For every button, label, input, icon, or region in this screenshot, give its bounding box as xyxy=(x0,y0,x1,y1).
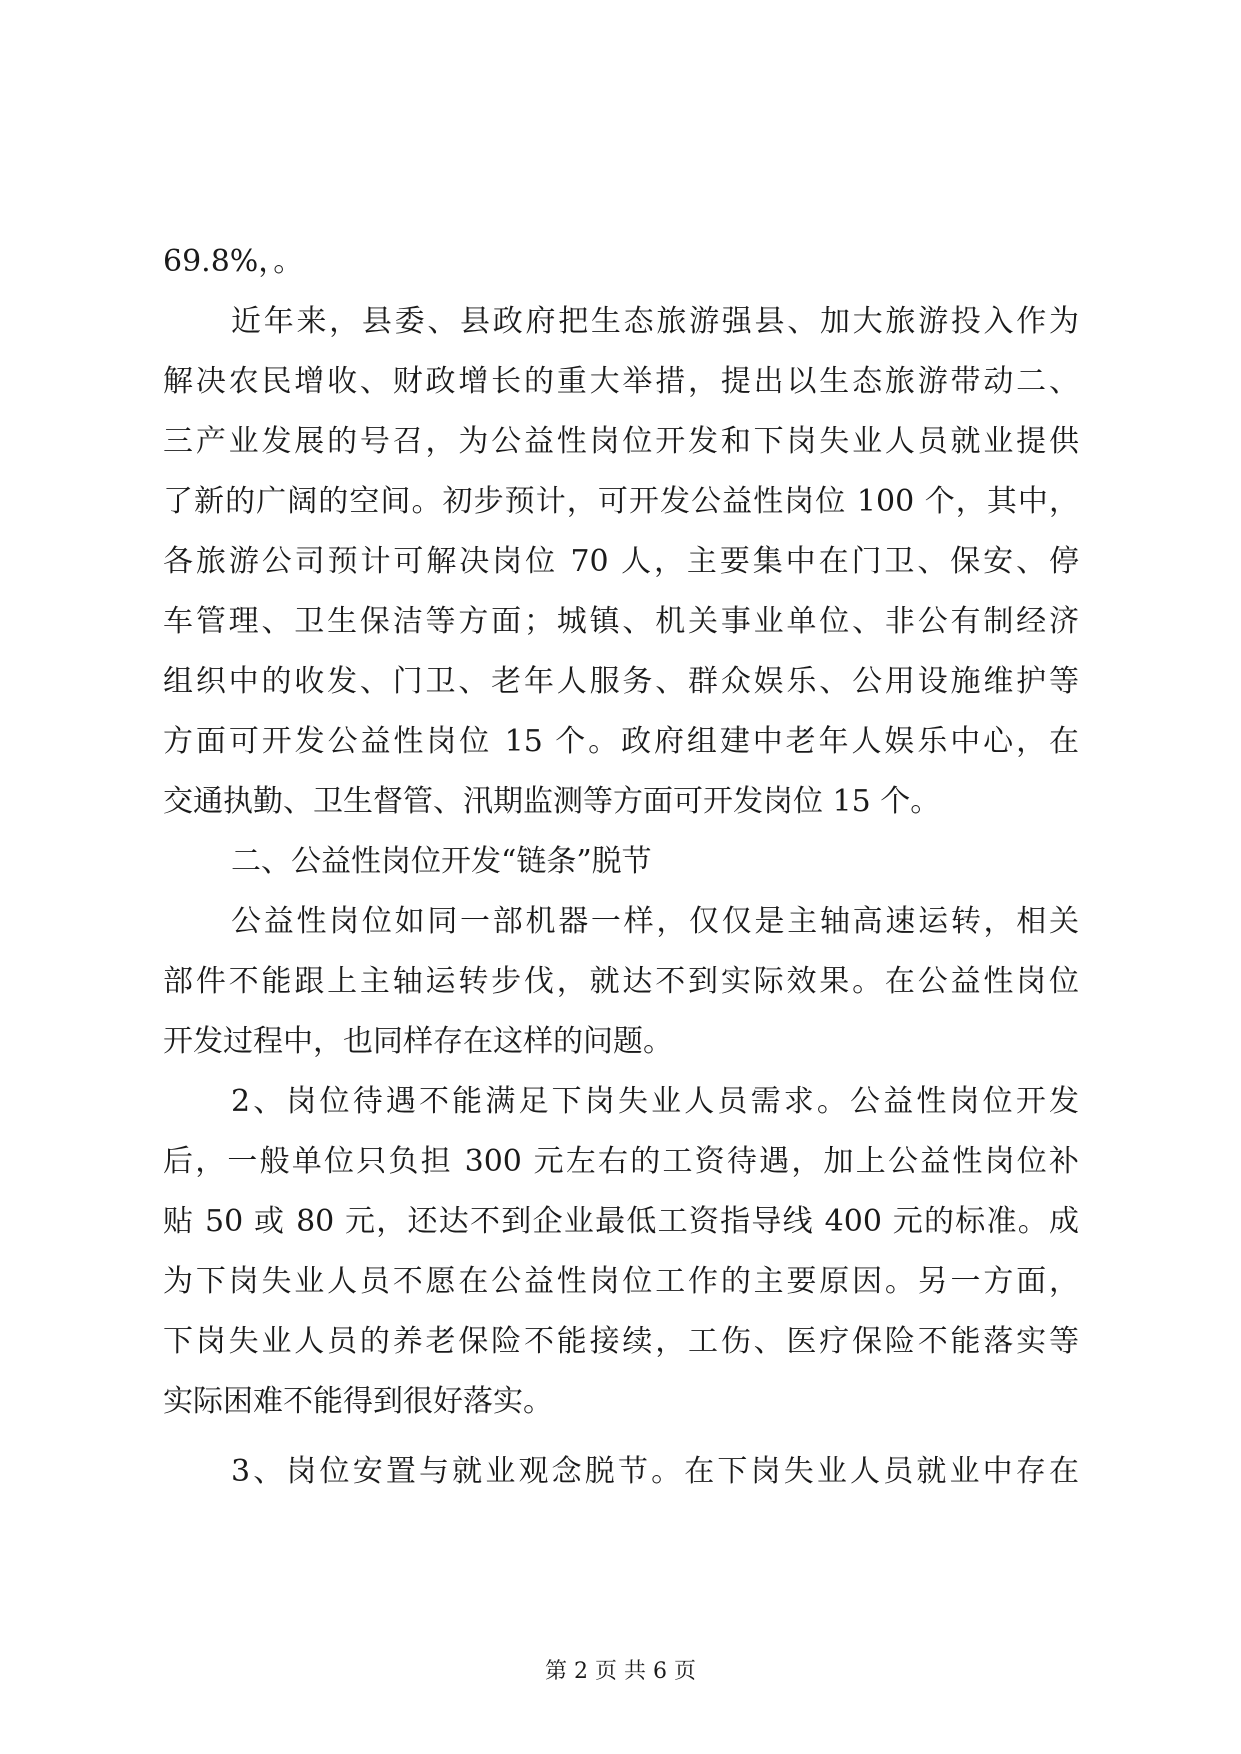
page-footer: 第 2 页 共 6 页 xyxy=(545,1659,696,1684)
text-line: 公益性岗位如同一部机器一样，仅仅是主轴高速运转，相关 xyxy=(231,904,1079,939)
text-line: 车管理、卫生保洁等方面；城镇、机关事业单位、非公有制经济 xyxy=(163,604,1079,639)
text-line: 解决农民增收、财政增长的重大举措，提出以生态旅游带动二、 xyxy=(163,364,1079,399)
text-line: 方面可开发公益性岗位 15 个。政府组建中老年人娱乐中心，在 xyxy=(163,724,1079,759)
text-line: 三产业发展的号召，为公益性岗位开发和下岗失业人员就业提供 xyxy=(163,424,1079,459)
text-line: 部件不能跟上主轴运转步伐，就达不到实际效果。在公益性岗位 xyxy=(163,964,1079,999)
text-line: 2、岗位待遇不能满足下岗失业人员需求。公益性岗位开发 xyxy=(231,1084,1079,1119)
text-line: 组织中的收发、门卫、老年人服务、群众娱乐、公用设施维护等 xyxy=(163,664,1079,699)
text-line: 69.8%，。 xyxy=(163,244,304,279)
text-line: 交通执勤、卫生督管、汛期监测等方面可开发岗位 15 个。 xyxy=(163,784,941,819)
section-heading: 二、公益性岗位开发“链条”脱节 xyxy=(231,844,652,879)
text-line: 3、岗位安置与就业观念脱节。在下岗失业人员就业中存在 xyxy=(231,1454,1079,1489)
text-line: 下岗失业人员的养老保险不能接续，工伤、医疗保险不能落实等 xyxy=(163,1324,1079,1359)
text-line: 贴 50 或 80 元，还达不到企业最低工资指导线 400 元的标准。成 xyxy=(163,1204,1079,1239)
text-line: 为下岗失业人员不愿在公益性岗位工作的主要原因。另一方面， xyxy=(163,1264,1079,1299)
text-line: 后，一般单位只负担 300 元左右的工资待遇，加上公益性岗位补 xyxy=(163,1144,1079,1179)
text-line: 开发过程中，也同样存在这样的问题。 xyxy=(163,1024,673,1059)
text-line: 近年来，县委、县政府把生态旅游强县、加大旅游投入作为 xyxy=(231,304,1079,339)
text-line: 了新的广阔的空间。初步预计，可开发公益性岗位 100 个，其中， xyxy=(163,484,1079,519)
text-line: 实际困难不能得到很好落实。 xyxy=(163,1384,553,1419)
text-line: 各旅游公司预计可解决岗位 70 人，主要集中在门卫、保安、停 xyxy=(163,544,1079,579)
